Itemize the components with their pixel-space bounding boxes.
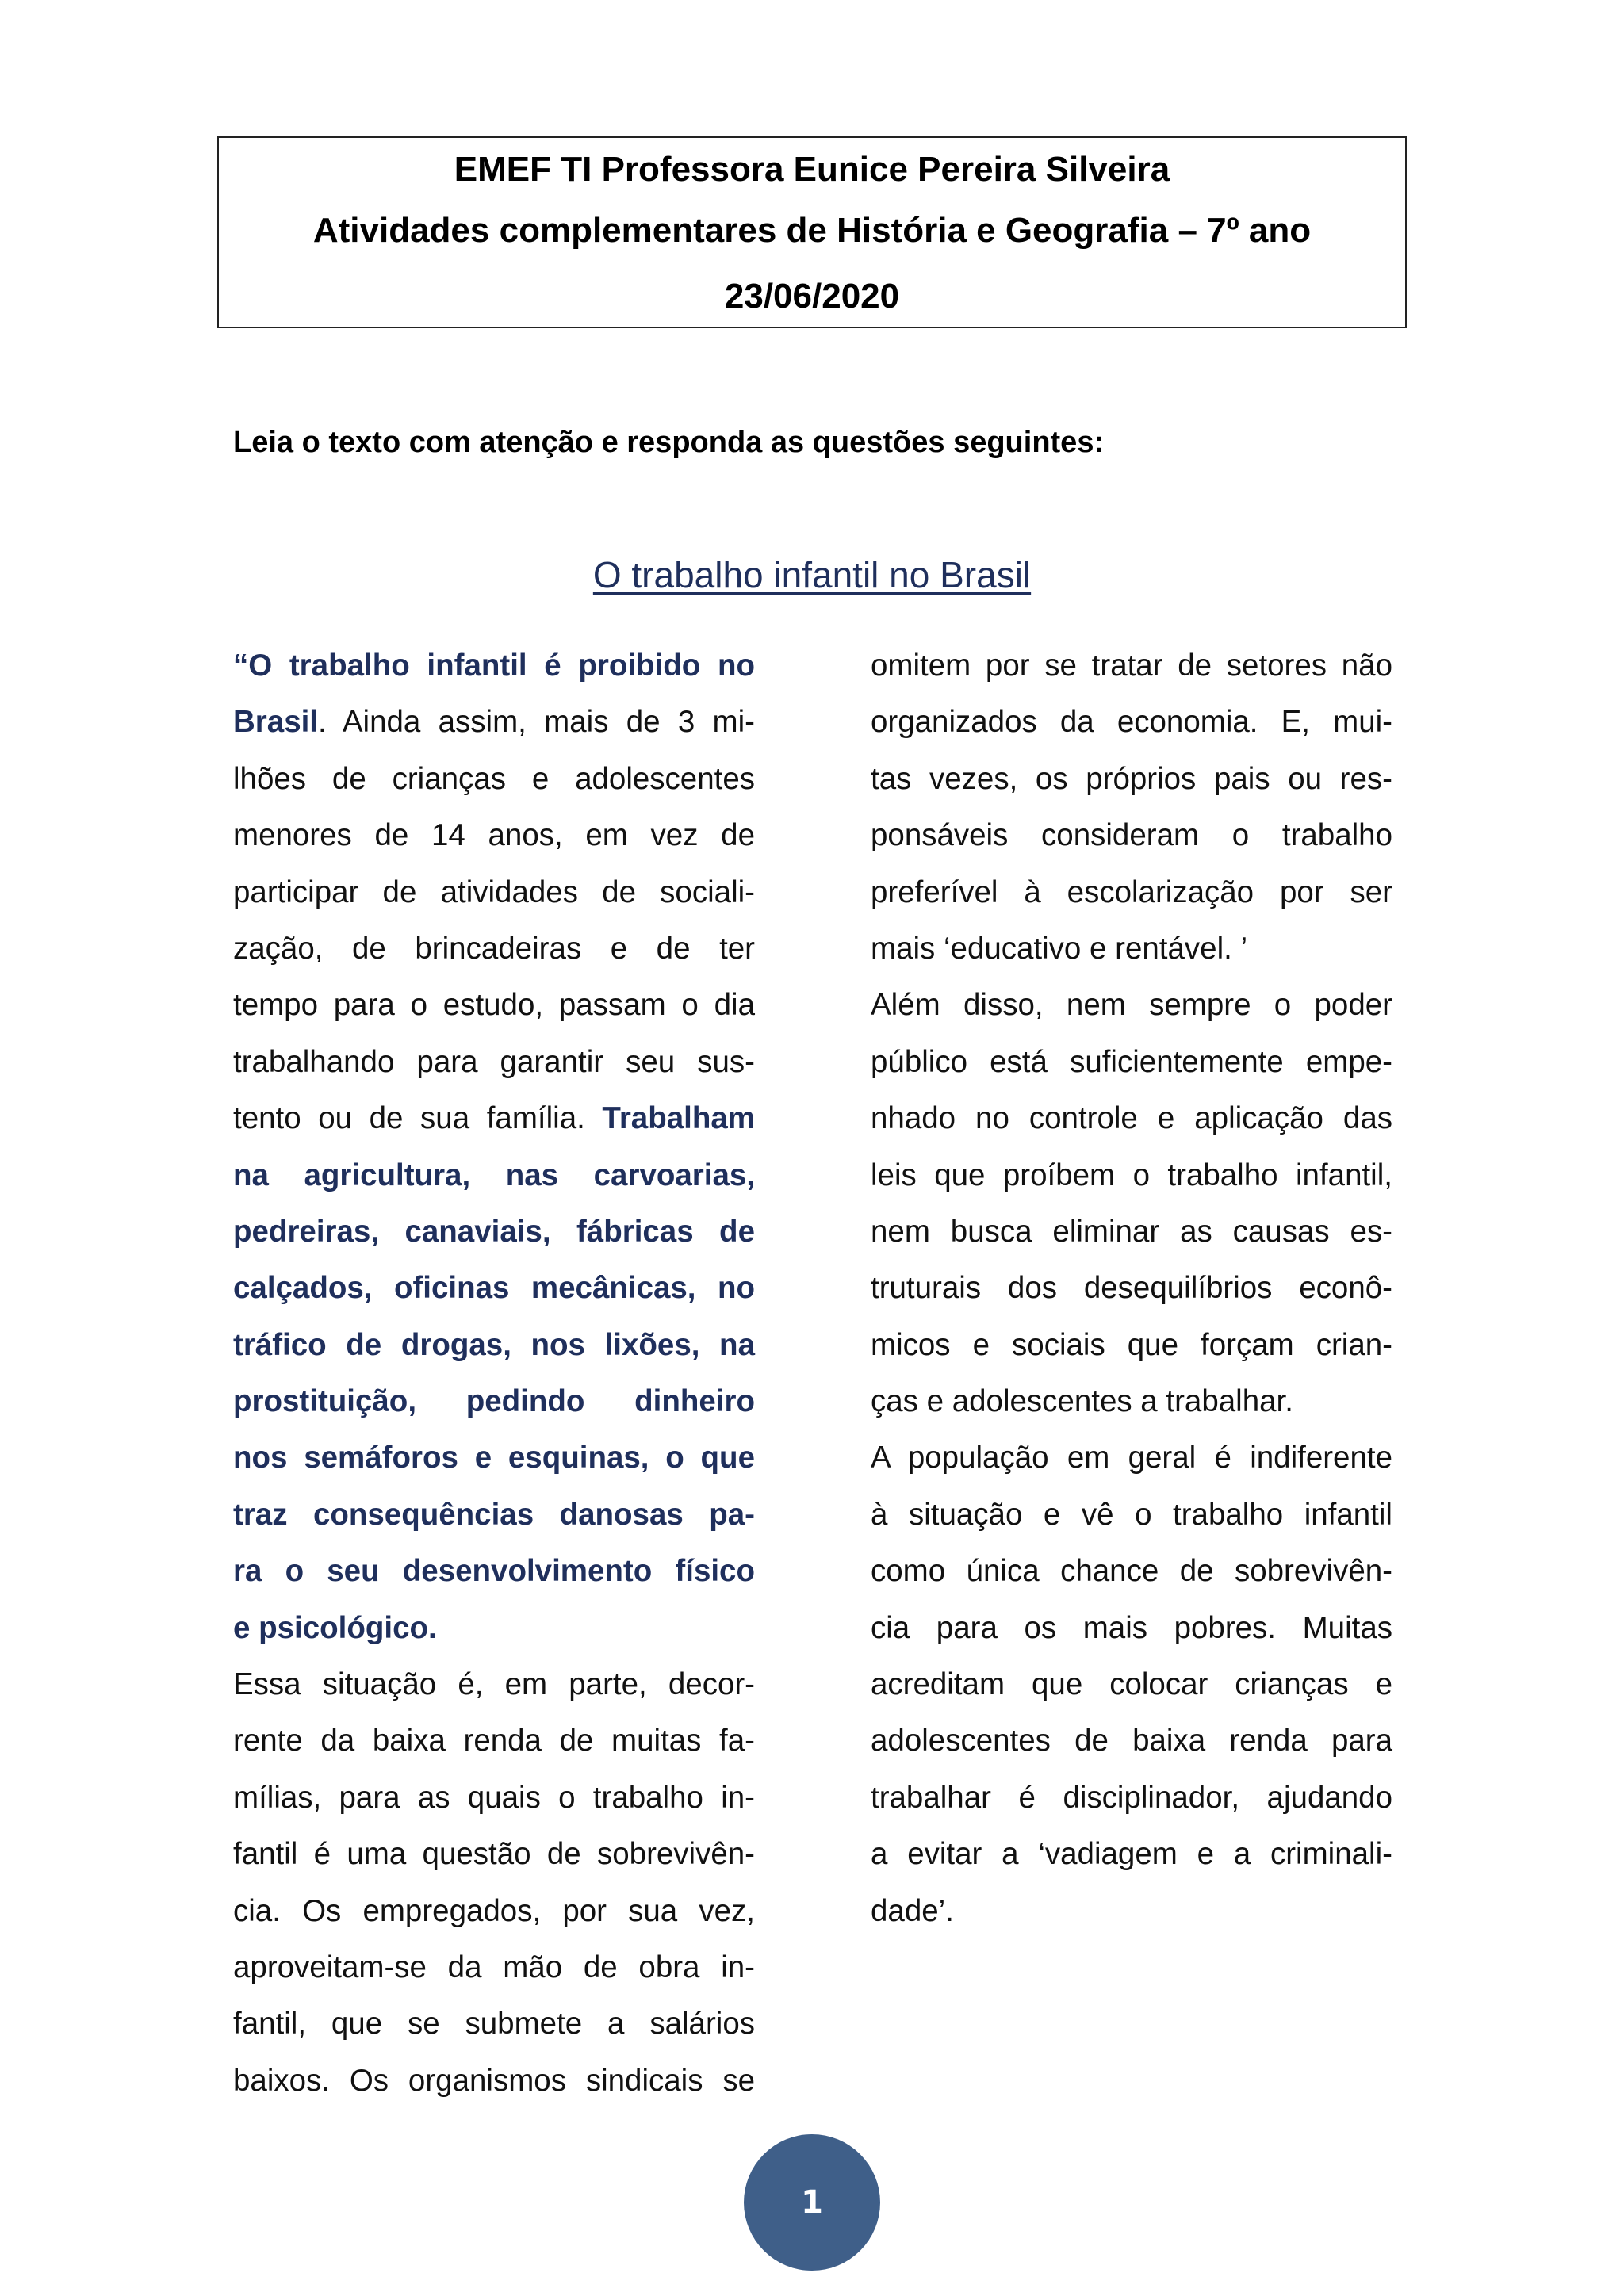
text-line [871, 1260, 1392, 1316]
text-line [233, 637, 755, 694]
body-text: fantil é uma questão de sobrevivên- [233, 1837, 755, 1872]
highlighted-text: traz consequências danosas pa- [233, 1497, 755, 1532]
text-line [871, 977, 1392, 1033]
text-line [871, 751, 1392, 807]
body-text: tento ou de sua família. [233, 1101, 603, 1136]
body-text: micos e sociais que forçam crian- [871, 1327, 1392, 1362]
school-name: EMEF TI Professora Eunice Pereira Silveira [454, 150, 1170, 189]
body-text: rente da baixa renda de muitas fa- [233, 1724, 755, 1758]
body-text: menores de 14 anos, em vez de [233, 818, 755, 853]
body-text: como única chance de sobrevivên- [871, 1554, 1392, 1589]
body-text: nem busca eliminar as causas es- [871, 1214, 1392, 1249]
highlighted-text: Trabalham [602, 1101, 755, 1136]
highlighted-text: tráfico de drogas, nos lixões, na [233, 1327, 755, 1362]
text-line [871, 1600, 1392, 1656]
text-line [871, 864, 1392, 920]
highlighted-text: prostituição, pedindo dinheiro [233, 1384, 755, 1419]
text-line [871, 1883, 1392, 1939]
body-text: ças e adolescentes a trabalhar. [871, 1384, 1293, 1419]
text-line [871, 807, 1392, 863]
body-text: tempo para o estudo, passam o dia [233, 988, 755, 1023]
text-line [871, 1429, 1392, 1486]
body-text: . Ainda assim, mais de 3 mi- [318, 705, 755, 740]
body-text: zação, de brincadeiras e de ter [233, 931, 755, 966]
body-text: Além disso, nem sempre o poder [871, 988, 1392, 1023]
body-text: mais ‘educativo e rentável. ’ [871, 931, 1248, 966]
text-line [233, 1712, 755, 1769]
date-line: 23/06/2020 [724, 277, 900, 316]
highlighted-text: Brasil [233, 705, 319, 740]
highlighted-text: e psicológico. [233, 1610, 437, 1645]
text-line [871, 694, 1392, 750]
body-text: baixos. Os organismos sindicais se [233, 2063, 755, 2098]
article-column-left [233, 637, 755, 2109]
text-line [871, 1656, 1392, 1712]
text-line [233, 1034, 755, 1090]
text-line [233, 1883, 755, 1939]
text-line [233, 1260, 755, 1316]
body-text: nhado no controle e aplicação das [871, 1101, 1392, 1136]
body-text: omitem por se tratar de setores não [871, 649, 1392, 683]
highlighted-text: pedreiras, canaviais, fábricas de [233, 1214, 755, 1249]
text-line [233, 1429, 755, 1486]
text-line [233, 1317, 755, 1373]
body-text: público está suficientemente empe- [871, 1044, 1392, 1079]
body-text: participar de atividades de sociali- [233, 874, 755, 909]
text-line [871, 1826, 1392, 1882]
text-line [233, 1147, 755, 1203]
body-text: mílias, para as quais o trabalho in- [233, 1780, 755, 1815]
body-text: leis que proíbem o trabalho infantil, [871, 1158, 1392, 1192]
highlighted-text: “O trabalho infantil é proibido no [233, 649, 755, 683]
body-text: fantil, que se submete a salários [233, 2007, 755, 2042]
text-line [233, 694, 755, 750]
body-text: cia. Os empregados, por sua vez, [233, 1893, 755, 1928]
text-line [233, 2053, 755, 2109]
body-text: trabalhar é disciplinador, ajudando [871, 1780, 1392, 1815]
body-text: trabalhando para garantir seu sus- [233, 1044, 755, 1079]
highlighted-text: calçados, oficinas mecânicas, no [233, 1271, 755, 1306]
text-line [871, 920, 1392, 977]
text-line [233, 1826, 755, 1882]
text-line [233, 751, 755, 807]
body-text: Essa situação é, em parte, decor- [233, 1667, 755, 1702]
text-line [233, 977, 755, 1033]
header-box [217, 136, 1407, 328]
text-line [871, 1147, 1392, 1203]
body-text: lhões de crianças e adolescentes [233, 761, 755, 796]
body-text: aproveitam-se da mão de obra in- [233, 1950, 755, 1984]
text-line [233, 1090, 755, 1146]
instruction-text: Leia o texto com atenção e responda as questões seguintes: [233, 426, 1105, 459]
body-text: preferível à escolarização por ser [871, 874, 1392, 909]
text-line [871, 637, 1392, 694]
body-text: cia para os mais pobres. Muitas [871, 1610, 1392, 1645]
body-text: ponsáveis consideram o trabalho [871, 818, 1392, 853]
text-line [871, 1712, 1392, 1769]
highlighted-text: ra o seu desenvolvimento físico [233, 1554, 755, 1589]
text-line [233, 1600, 755, 1656]
text-line [233, 1996, 755, 2052]
subject-line: Atividades complementares de História e Geografia – 7º ano [312, 211, 1312, 250]
text-line [871, 1317, 1392, 1373]
page-number-badge: 1 [744, 2134, 880, 2271]
text-line [871, 1203, 1392, 1260]
body-text: tas vezes, os próprios pais ou res- [871, 761, 1392, 796]
text-line [871, 1487, 1392, 1543]
text-line [233, 1656, 755, 1712]
text-line [233, 1487, 755, 1543]
text-line [871, 1373, 1392, 1429]
highlighted-text: nos semáforos e esquinas, o que [233, 1441, 755, 1475]
body-text: organizados da economia. E, mui- [871, 705, 1392, 740]
text-line [233, 1203, 755, 1260]
body-text: a evitar a ‘vadiagem e a criminali- [871, 1837, 1392, 1872]
body-text: A população em geral é indiferente [871, 1441, 1392, 1475]
text-line [233, 864, 755, 920]
text-line [233, 1373, 755, 1429]
text-line [871, 1090, 1392, 1146]
text-line [233, 1543, 755, 1599]
text-line [233, 1939, 755, 1996]
text-line [871, 1034, 1392, 1090]
body-text: à situação e vê o trabalho infantil [871, 1497, 1392, 1532]
body-text: adolescentes de baixa renda para [871, 1724, 1392, 1758]
body-text: dade’. [871, 1893, 954, 1928]
highlighted-text: na agricultura, nas carvoarias, [233, 1158, 755, 1192]
article-column-right [871, 637, 1392, 1939]
text-line [233, 807, 755, 863]
body-text: acreditam que colocar crianças e [871, 1667, 1392, 1702]
text-line [871, 1770, 1392, 1826]
text-line [871, 1543, 1392, 1599]
article-title: O trabalho infantil no Brasil [592, 554, 1032, 595]
text-line [233, 1770, 755, 1826]
text-line [233, 920, 755, 977]
body-text: truturais dos desequilíbrios econô- [871, 1271, 1392, 1306]
